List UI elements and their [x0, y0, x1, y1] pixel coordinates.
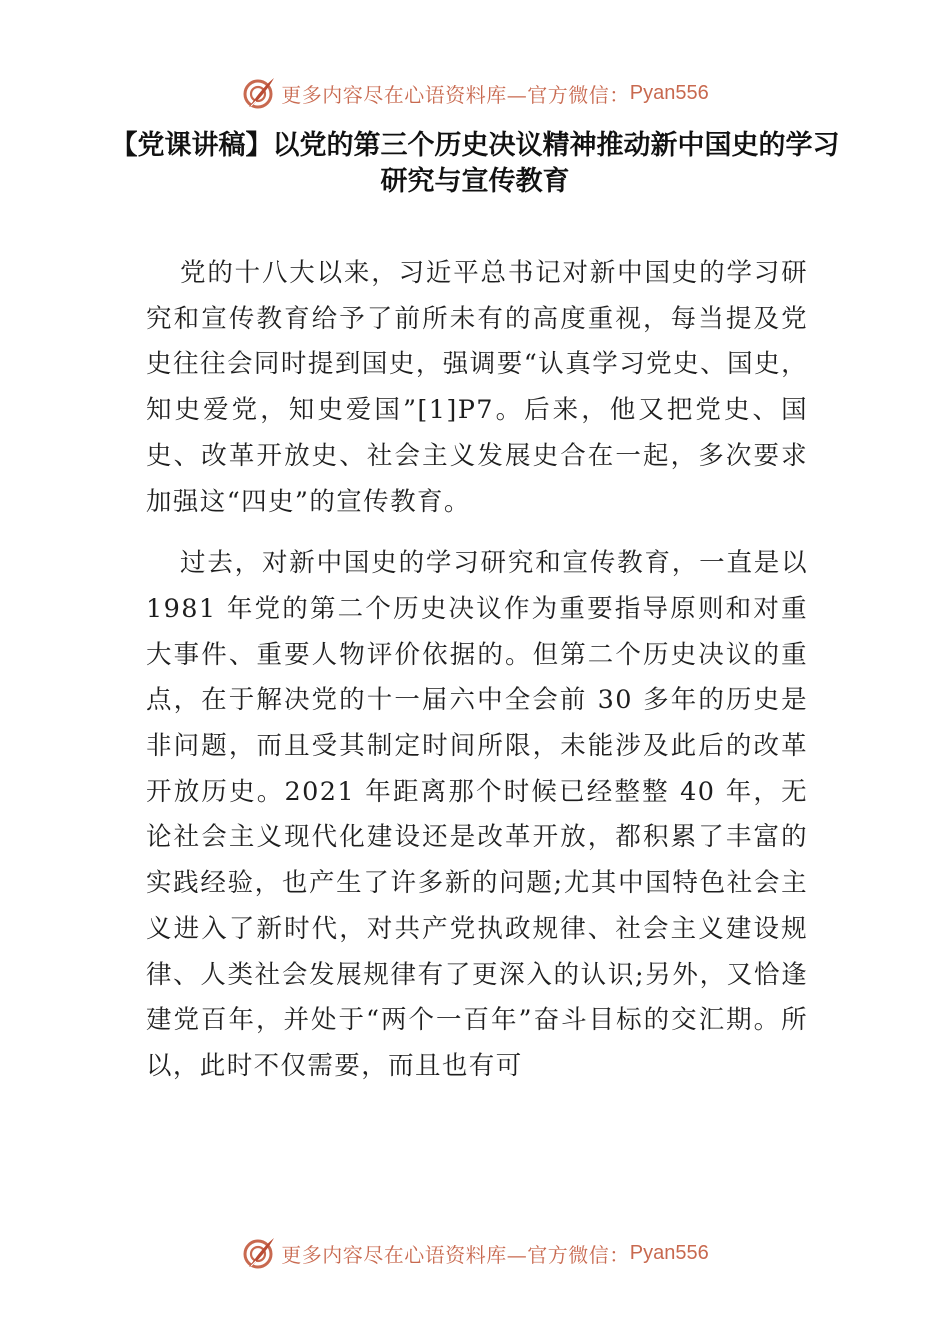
paragraph-1: 党的十八大以来，习近平总书记对新中国史的学习研究和宣传教育给予了前所未有的高度重视，每当提及党史往往会同时提到国史，强调要“认真学习党史、国史，知史爱党，知史爱国”[1]P7。后来，他又把党史、国史、改革开放史、社会主义发展史合在一起，多次要求加强这“四史”的宣传教育。 — [146, 258, 808, 517]
header-banner-handle: Pyan556 — [629, 81, 709, 104]
document-title: 【党课讲稿】以党的第三个历史决议精神推动新中国史的学习研究与宣传教育 — [110, 130, 840, 197]
quill-logo-icon — [241, 1235, 277, 1271]
header-banner-text: 更多内容尽在心语资料库—官方微信： — [281, 82, 630, 107]
quill-logo-icon — [241, 75, 277, 111]
footer-banner-text: 更多内容尽在心语资料库—官方微信： — [281, 1242, 630, 1267]
header-banner — [0, 73, 950, 113]
paragraph-2: 过去，对新中国史的学习研究和宣传教育，一直是以 1981 年党的第二个历史决议作为重要指导原则和对重大事件、重要人物评价依据的。但第二个历史决议的重点，在于解决党的十一届六中全会前 30 多年的历史是非问题，而且受其制定时间所限，未能涉及此后的改革开放历史。2021 年距离那个时候已经整整 40 年，无论社会主义现代化建设还是改革开放，都积累了丰富的实践经验，也产生了许多新的问题;尤其中国特色社会主义进入了新时代，对共产党执政规律、社会主义建设规律、人类社会发展规律有了更深入的认识;另外，又恰逢建党百年，并处于“两个一百年”奋斗目标的交汇期。所以，此时不仅需要，而且也有可 — [146, 548, 808, 1081]
footer-banner-handle: Pyan556 — [629, 1241, 709, 1264]
footer-banner — [0, 1233, 950, 1273]
document-body — [146, 251, 808, 1090]
